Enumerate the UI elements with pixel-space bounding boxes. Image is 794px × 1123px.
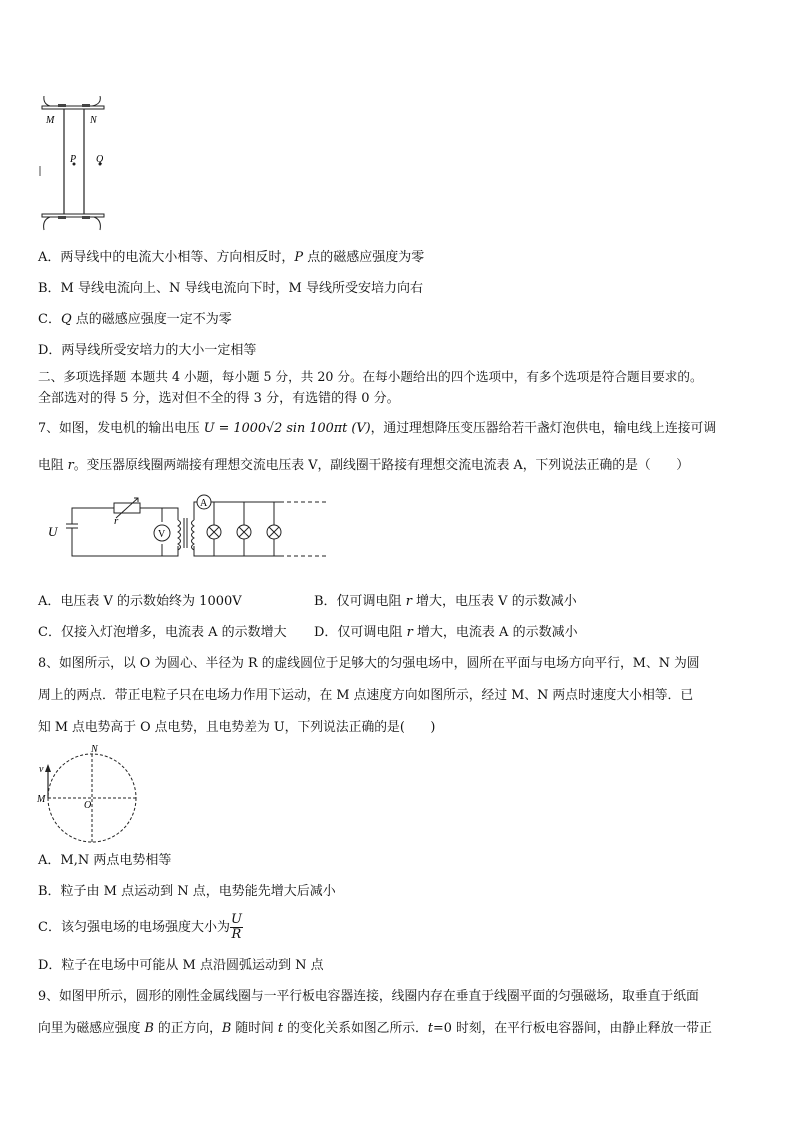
q8-stem-line2: 周上的两点．带正电粒子只在电场力作用下运动，在 M 点速度方向如图所示，经过 M、N 两点时速度大小相等．已	[38, 688, 694, 703]
circuit-label-r: r	[114, 515, 119, 527]
q7-option-c: C．仅接入灯泡增多，电流表 A 的示数增大	[38, 625, 287, 640]
q7-stem-line2: 电阻 r。变压器原线圈两端接有理想交流电压表 V，副线圈干路接有理想交流电流表 A，下列说法正确的是（ ）	[38, 458, 690, 473]
circuit-label-u: U	[48, 524, 58, 539]
q7-option-a: A．电压表 V 的示数始终为 1000V	[38, 594, 242, 609]
q7-option-d: D．仅可调电阻 r 增大，电流表 A 的示数减小	[314, 625, 578, 640]
q8-option-c: C．该匀强电场的电场强度大小为 $\frac{U}{R}$	[38, 912, 242, 942]
circle-label-m: M	[37, 794, 46, 805]
q8-option-d: D．粒子在电场中可能从 M 点沿圆弧运动到 N 点	[38, 958, 324, 973]
circle-label-n: N	[91, 744, 98, 755]
circle-label-o: O	[84, 800, 92, 811]
q6-option-a: A．两导线中的电流大小相等、方向相反时，P 点的磁感应强度为零	[38, 250, 425, 265]
q8-option-a: A．M,N 两点电势相等	[38, 853, 172, 868]
label-n: N	[90, 115, 97, 126]
q8-stem-line1: 8、如图所示，以 O 为圆心、半径为 R 的虚线圆位于足够大的匀强电场中，圆所在平面与电场方向平行，M、N 为圆	[38, 656, 700, 671]
voltmeter-label: V	[158, 529, 166, 540]
q9-stem-line1: 9、如图甲所示，圆形的刚性金属线圈与一平行板电容器连接，线圈内存在垂直于线圈平面的匀强磁场，取垂直于纸面	[38, 989, 699, 1004]
section2-heading-line1: 二、多项选择题 本题共 4 小题，每小题 5 分，共 20 分。在每小题给出的四个选项中，有多个选项是符合题目要求的。	[38, 369, 703, 384]
q8-stem-line3: 知 M 点电势高于 O 点电势，且电势差为 U，下列说法正确的是( )	[38, 720, 436, 735]
q6-option-c: C．Q 点的磁感应强度一定不为零	[38, 312, 232, 327]
label-p: P	[70, 154, 77, 165]
q8-c-fraction: $\frac{U}{R}$	[230, 912, 242, 942]
label-m: M	[46, 115, 55, 126]
transformer-circuit-figure	[44, 490, 334, 570]
ammeter-label: A	[200, 498, 208, 509]
q7-option-b: B．仅可调电阻 r 增大，电压表 V 的示数减小	[314, 594, 577, 609]
q6-option-d: D．两导线所受安培力的大小一定相等	[38, 343, 257, 358]
two-wire-figure	[38, 96, 128, 234]
q9-stem-line2: 向里为磁感应强度 B 的正方向，B 随时间 t 的变化关系如图乙所示．t=0 时刻，在平行板电容器间，由静止释放一带正	[38, 1021, 712, 1036]
section2-heading-line2: 全部选对的得 5 分，选对但不全的得 3 分，有选错的得 0 分。	[38, 391, 400, 406]
dashed-circle-figure	[36, 742, 146, 846]
q6-option-b: B．M 导线电流向上、N 导线电流向下时，M 导线所受安培力向右	[38, 281, 423, 296]
label-q: Q	[96, 154, 104, 165]
circle-label-v: v	[39, 764, 44, 775]
q8-option-b: B．粒子由 M 点运动到 N 点，电势能先增大后减小	[38, 884, 336, 899]
q7-stem-line1: 7、如图，发电机的输出电压 U = 1000√2 sin 100πt (V)，通过理想降压变压器给若干盏灯泡供电，输电线上连接可调	[38, 421, 717, 436]
